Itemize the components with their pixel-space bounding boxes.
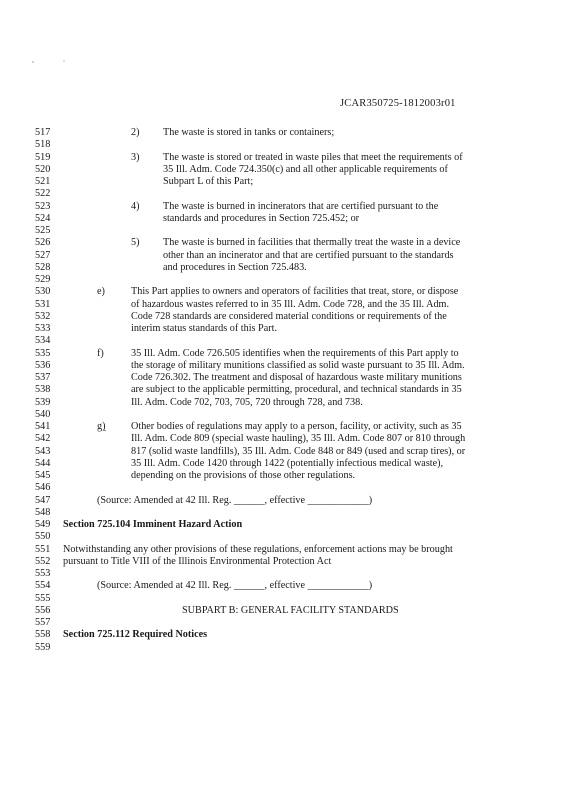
line: [0, 152, 566, 164]
line: [0, 176, 566, 188]
line-number: 553: [35, 568, 51, 579]
line-number: 557: [35, 617, 51, 628]
line-text: Code 728 standards are considered material conditions or requirements of the: [131, 310, 447, 322]
line-number: 548: [35, 506, 51, 518]
line-text: The waste is stored in tanks or containers;: [163, 127, 335, 138]
line-number: 549: [35, 519, 51, 530]
line: [0, 335, 566, 347]
line: [0, 531, 566, 543]
line-number: 541: [35, 421, 51, 432]
line-text: Code 726.302. The treatment and disposal of hazardous waste military munitions: [131, 372, 462, 383]
line-number: 545: [35, 470, 51, 481]
line-text: pursuant to Title VIII of the Illinois Environmental Protection Act: [63, 555, 332, 567]
line-text: The waste is burned in facilities that thermally treat the waste in a device: [163, 237, 461, 249]
line-number: 531: [35, 298, 51, 310]
line-number: 534: [35, 335, 51, 347]
line: [0, 544, 566, 556]
line-text: depending on the provisions of those other regulations.: [131, 470, 356, 481]
line: [0, 605, 566, 617]
line-number: 547: [35, 494, 51, 506]
line-number: 544: [35, 457, 51, 469]
section-heading: Section 725.104 Imminent Hazard Action: [63, 519, 243, 530]
item-marker: f): [97, 347, 104, 359]
line: [0, 188, 566, 200]
line: [0, 250, 566, 262]
line-number: 521: [35, 176, 51, 187]
line: [0, 139, 566, 151]
line: [0, 556, 566, 568]
line: [0, 458, 566, 470]
line: [0, 482, 566, 494]
line-text: This Part applies to owners and operators of facilities that treat, store, or dispose: [131, 286, 459, 298]
line-number: 533: [35, 323, 51, 334]
line-text: Subpart L of this Part;: [163, 176, 254, 187]
line-number: 546: [35, 482, 51, 494]
line-text: Ill. Adm. Code 702, 703, 705, 720 through 728, and 738.: [131, 396, 363, 408]
item-marker: 2): [131, 127, 140, 138]
line-text: interim status standards of this Part.: [131, 323, 278, 334]
line-text: 35 Ill. Adm. Code 724.350(c) and all other applicable requirements of: [163, 163, 448, 175]
line: [0, 213, 566, 225]
line: [0, 580, 566, 592]
item-marker: 3): [131, 151, 140, 163]
line-number: 559: [35, 641, 51, 653]
line: [0, 323, 566, 335]
line-text: of hazardous wastes referred to in 35 Ill. Adm. Code 728, and the 35 Ill. Adm.: [131, 298, 450, 310]
line: [0, 262, 566, 274]
line-number: 552: [35, 555, 51, 567]
line-text: 35 Ill. Adm. Code 1420 through 1422 (potentially infectious medical waste),: [131, 457, 444, 469]
item-marker: e): [97, 286, 105, 298]
line-number: 550: [35, 531, 51, 543]
line-number: 537: [35, 372, 51, 383]
line: [0, 274, 566, 286]
line-number: 532: [35, 310, 51, 322]
line: [0, 507, 566, 519]
line: [0, 201, 566, 213]
line: [0, 299, 566, 311]
line-text: 817 (solid waste landfills), 35 Ill. Adm. Code 848 or 849 (used and scrap tires), or: [131, 445, 466, 457]
line-number: 555: [35, 592, 51, 604]
line: [0, 519, 566, 531]
line-number: 524: [35, 212, 51, 224]
line-number: 528: [35, 261, 51, 273]
subpart-heading: SUBPART B: GENERAL FACILITY STANDARDS: [182, 604, 399, 616]
line-text: The waste is burned in incinerators that are certified pursuant to the: [163, 200, 439, 212]
line: [0, 568, 566, 580]
line: [0, 629, 566, 641]
line: [0, 164, 566, 176]
line-number: 558: [35, 629, 51, 641]
line-number: 517: [35, 127, 51, 138]
line: [0, 446, 566, 458]
line: [0, 360, 566, 372]
line-text: and procedures in Section 725.483.: [163, 261, 307, 273]
line: [0, 225, 566, 237]
line-text: Notwithstanding any other provisions of these regulations, enforcement actions may be brought: [63, 543, 453, 555]
line: [0, 409, 566, 421]
section-heading: Section 725.112 Required Notices: [63, 629, 208, 641]
line-text: Ill. Adm. Code 809 (special waste hauling), 35 Ill. Adm. Code 807 or 810 through: [131, 433, 466, 445]
line: [0, 348, 566, 360]
line-text: 35 Ill. Adm. Code 726.505 identifies when the requirements of this Part apply to: [131, 347, 459, 359]
item-marker: g): [97, 421, 106, 432]
line: [0, 433, 566, 445]
line-text: the storage of military munitions classified as solid waste pursuant to 35 Ill. Adm.: [131, 359, 465, 371]
line-text: are subject to the applicable permitting, procedural, and technical standards in 35: [131, 384, 462, 396]
line-number: 539: [35, 396, 51, 408]
source-note: (Source: Amended at 42 Ill. Reg. ______, effective ____________): [97, 580, 373, 592]
line-text: The waste is stored or treated in waste piles that meet the requirements of: [163, 151, 463, 163]
line-number: 529: [35, 274, 51, 285]
scan-specks: [30, 52, 70, 58]
document-id: JCAR350725-1812003r01: [340, 98, 456, 109]
line: [0, 237, 566, 249]
line-number: 556: [35, 604, 51, 616]
line-number: 527: [35, 249, 51, 261]
line: [0, 642, 566, 654]
line-number: 536: [35, 359, 51, 371]
line: [0, 372, 566, 384]
line: [0, 593, 566, 605]
line-number: 540: [35, 408, 51, 420]
line-number: 530: [35, 286, 51, 298]
line-number: 519: [35, 151, 51, 163]
line: [0, 311, 566, 323]
line-text: other than an incinerator and that are certified pursuant to the standards: [163, 249, 454, 261]
line-number: 551: [35, 543, 51, 555]
item-marker: 4): [131, 200, 140, 212]
line-number: 526: [35, 237, 51, 249]
line-number: 535: [35, 347, 51, 359]
line: [0, 397, 566, 409]
line-number: 538: [35, 384, 51, 396]
source-note: (Source: Amended at 42 Ill. Reg. ______, effective ____________): [97, 494, 373, 506]
line: [0, 470, 566, 482]
line-number: 554: [35, 580, 51, 592]
line-number: 543: [35, 445, 51, 457]
line-number: 522: [35, 188, 51, 200]
line-text: standards and procedures in Section 725.452; or: [163, 212, 360, 224]
line: [0, 384, 566, 396]
line: [0, 421, 566, 433]
line: [0, 495, 566, 507]
line-number: 542: [35, 433, 51, 445]
document-body: [0, 127, 566, 654]
line: [0, 617, 566, 629]
line-number: 520: [35, 163, 51, 175]
line-number: 518: [35, 139, 51, 151]
line-number: 523: [35, 200, 51, 212]
line: [0, 127, 566, 139]
line-text: Other bodies of regulations may apply to a person, facility, or activity, such as 35: [131, 421, 462, 432]
line: [0, 286, 566, 298]
line-number: 525: [35, 225, 51, 236]
item-marker: 5): [131, 237, 140, 249]
